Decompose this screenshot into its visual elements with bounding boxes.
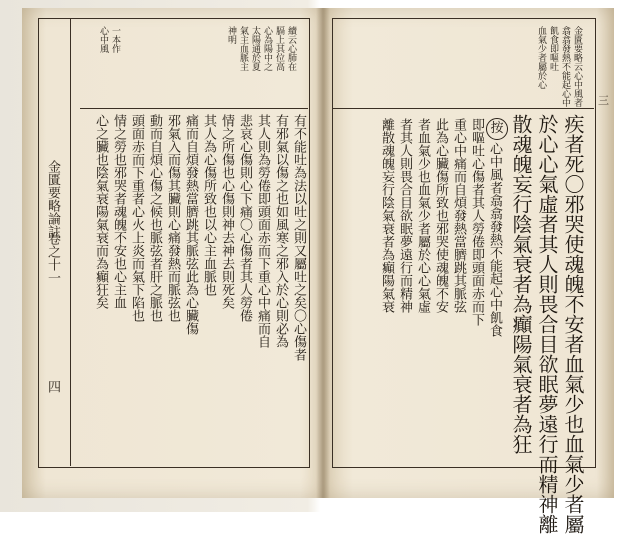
left-main-col-7: 痛而自煩發熱當臍跳其脈弦此為心臟傷 <box>183 114 198 335</box>
left-top-note-5: 氣主血脈主 <box>238 26 248 71</box>
left-top-note-2: 膈上其位高 <box>274 26 284 71</box>
left-side-note-2: 心中風 <box>98 26 108 53</box>
left-top-note-3: 心為陽中之 <box>262 26 272 71</box>
book-gutter <box>316 8 330 498</box>
left-main-col-10: 頭面赤而下重者心火上炎而氣下陷也 <box>129 114 144 322</box>
left-volume-label: 卷之十一 <box>45 232 60 284</box>
left-fold-rule <box>70 18 71 466</box>
right-commentary-col-6: 者其人則畏合目欲眠夢遠行而精神 <box>397 118 412 313</box>
left-top-note-1: 續云心肺在 <box>286 26 296 71</box>
left-fold-title: 金匱要略論註 <box>45 160 60 238</box>
right-main-col-2: 於心心氣虛者其人則畏合目欲眠夢遠行而精神離 <box>535 114 559 534</box>
right-top-note-2: 翕翕發熱不能起心中 <box>560 26 570 107</box>
left-fold-page: 四 <box>45 380 60 393</box>
right-commentary-col-5: 者血氣少也血氣少者屬於心心氣虛 <box>415 118 430 313</box>
right-top-note-4: 血氣少者屬於心 <box>536 26 546 89</box>
left-main-col-5: 情之所傷也心傷則神去神去則死矣 <box>219 114 234 309</box>
left-main-col-6: 其人為心傷所致也以心主血脈也 <box>201 114 216 296</box>
right-top-note-3: 飢食即嘔吐 <box>548 26 558 71</box>
right-main-col-3: 散魂魄妄行陰氣衰者為癲陽氣衰者為狂 <box>509 114 533 454</box>
right-top-note-1: 金匱要略云心中風者 <box>572 26 582 107</box>
left-top-note-6: 神明 <box>226 26 236 44</box>
right-commentary-col-7: 離散魂魄妄行陰氣衰者為癲陽氣衰 <box>379 118 394 313</box>
left-main-col-8: 邪氣入而傷其臟則心痛發熱而脈弦也 <box>165 114 180 322</box>
left-header-rule <box>80 108 308 109</box>
right-main-col-1: 疾者死〇邪哭使魂魄不安者血氣少也血氣少者屬 <box>561 114 585 534</box>
commentary-marker-badge: 按 <box>486 118 508 140</box>
right-commentary-col-2: 即嘔吐心傷者其人勞倦即頭面赤而下 <box>469 118 484 326</box>
right-header-rule <box>332 108 594 109</box>
left-side-note-1: 一本作 <box>110 26 120 53</box>
left-main-col-3: 其人則為勞倦即頭面赤而下重心中痛而自 <box>255 114 270 348</box>
right-commentary-col-4: 此為心臟傷所致也邪哭使魂魄不安 <box>433 118 448 313</box>
right-page-number: 三 <box>598 94 609 107</box>
left-main-col-11: 情之勞也邪哭者魂魄不安也心主血 <box>111 114 126 309</box>
left-top-note-4: 太陽通於夏 <box>250 26 260 71</box>
left-main-col-1: 有不能吐為法以吐之則又屬吐之矣〇心傷者 <box>291 114 306 361</box>
right-commentary-col-1: 心中風者翕翕發熱不能起心中飢食 <box>487 142 502 337</box>
left-main-col-4: 悲哀心傷則心下痛〇心傷者其人勞倦 <box>237 114 252 322</box>
left-main-col-2: 有邪氣以傷之也如風寒之邪入於心則必為 <box>273 114 288 348</box>
right-commentary-col-3: 重心中痛而自煩發熱當臍跳其脈弦 <box>451 118 466 313</box>
left-main-col-12: 心之臟也陰氣衰陽氣衰而為癲狂矣 <box>93 114 108 309</box>
left-main-col-9: 動而自煩心傷之候也脈弦者肝之脈也 <box>147 114 162 322</box>
